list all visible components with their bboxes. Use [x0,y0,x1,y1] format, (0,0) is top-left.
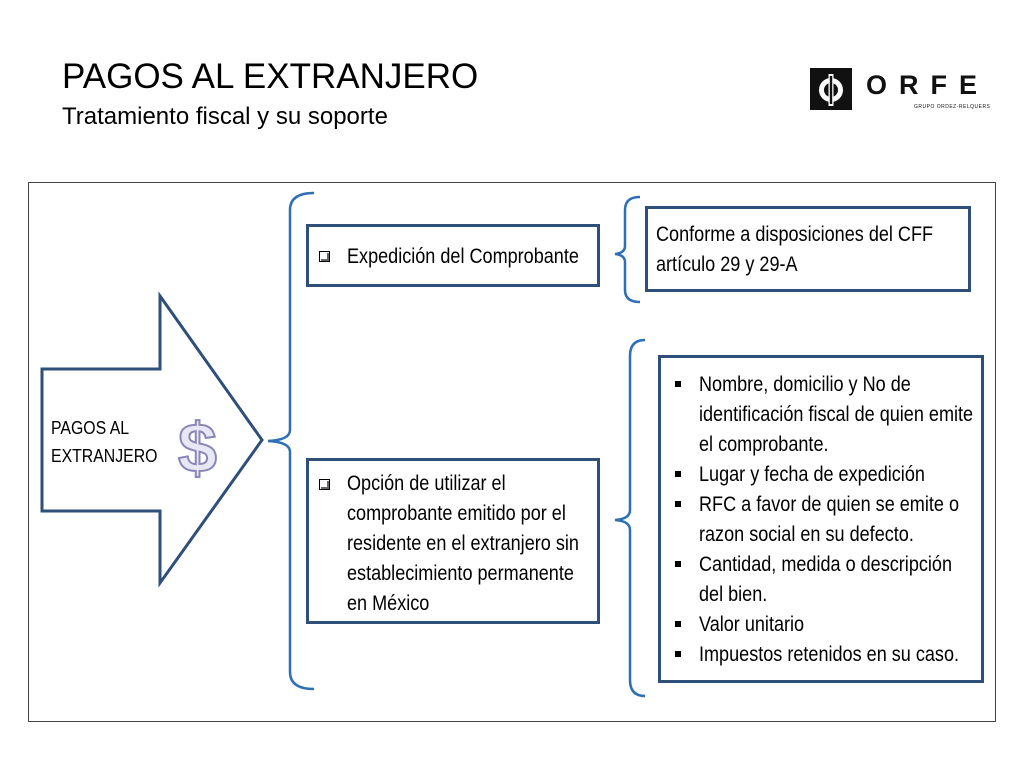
arrow-label-line1: PAGOS AL [51,418,130,438]
checkbox-bullet-icon [319,251,330,262]
bullet-icon [675,651,681,657]
bullet-icon [675,621,681,627]
requirement-line: el comprobante. [699,433,829,456]
bracket-cff [615,197,640,302]
requirements-list [673,370,1018,670]
cff-box [645,206,971,292]
option2-line: Opción de utilizar el [347,472,506,495]
option2-line: residente en el extranjero sin [347,532,579,555]
requirement-line: RFC a favor de quien se emite o [699,493,960,516]
requirement-line: Lugar y fecha de expedición [699,463,925,486]
logo-tagline: GRUPO ORDEZ-RELQUERS [914,104,991,110]
requirement-line: Valor unitario [699,613,805,636]
logo-name: ORFE [866,70,990,100]
option2-line: en México [347,592,430,615]
bullet-icon [675,381,681,387]
bracket-requirements [615,340,645,696]
option-expedicion-box [306,224,600,287]
requirement-item [673,370,1018,460]
checkbox-bullet-icon [319,479,330,490]
requirement-line: identificación fiscal de quien emite [699,403,974,426]
bullet-icon [675,471,681,477]
requirement-item [673,490,1018,550]
page-title: PAGOS AL EXTRANJERO [62,57,479,96]
requirement-item [673,460,1018,490]
option-comprobante-extranjero-box [306,458,600,624]
requirement-item [673,550,1018,610]
bullet-icon [675,501,681,507]
cff-line: Conforme a disposiciones del CFF [656,223,934,246]
requirement-item [673,640,1018,670]
arrow-label-line2: EXTRANJERO [51,446,158,466]
requirement-line: del bien. [699,583,768,606]
page-subtitle: Tratamiento fiscal y su soporte [62,103,388,130]
cff-line: artículo 29 y 29-A [656,253,798,276]
option2-line: establecimiento permanente [347,562,574,585]
requirement-line: Cantidad, medida o descripción [699,553,953,576]
option-expedicion-label: Expedición del Comprobante [347,245,579,268]
option2-line: comprobante emitido por el [347,502,566,525]
bullet-icon [675,561,681,567]
requirement-line: Impuestos retenidos en su caso. [699,643,960,666]
requirement-line: razon social en su defecto. [699,523,914,546]
dollar-icon: $ [178,409,217,487]
arrow-label [51,414,158,470]
requirement-item [673,610,1018,640]
requirement-line: Nombre, domicilio y No de [699,373,911,396]
requirements-box [658,355,984,683]
